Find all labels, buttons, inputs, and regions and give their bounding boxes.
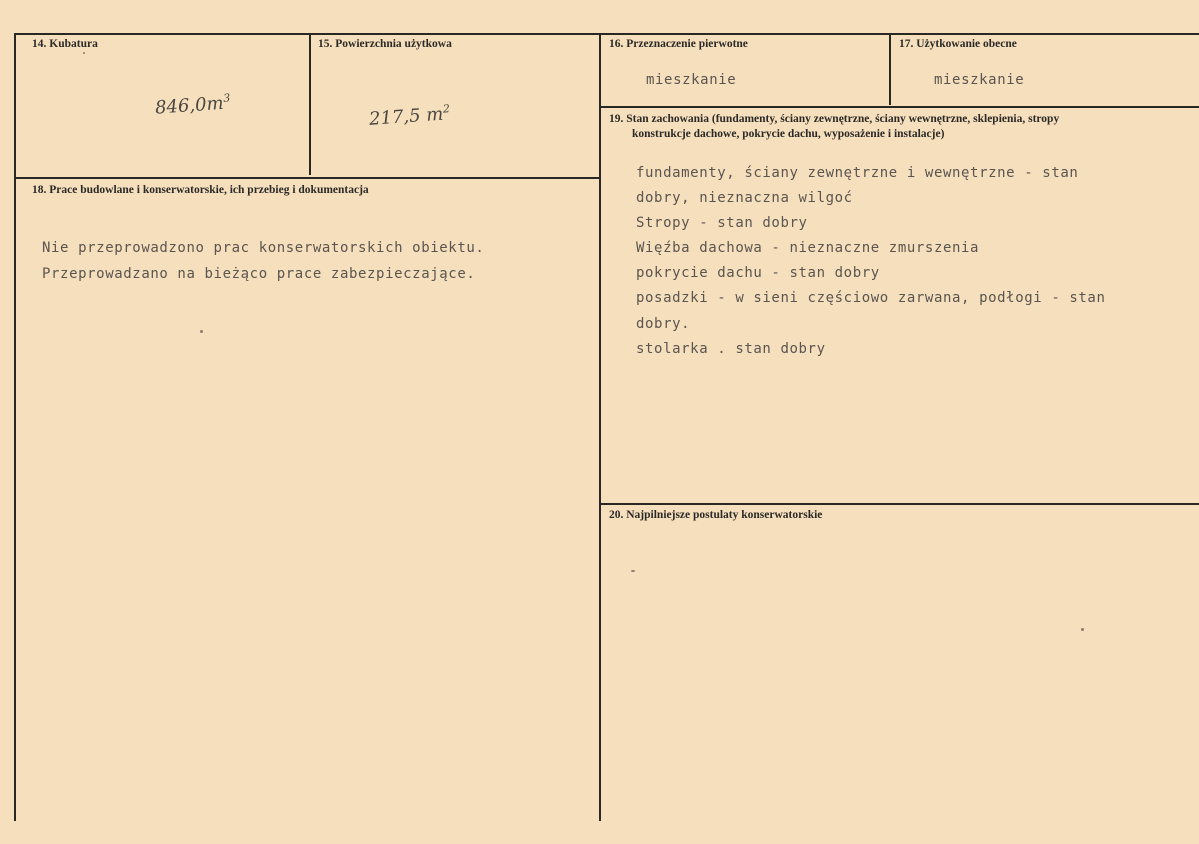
kubatura-label: 14. Kubatura bbox=[32, 38, 98, 50]
powierzchnia-unit-exponent: 2 bbox=[442, 102, 451, 116]
stan-line-7: dobry. bbox=[636, 316, 691, 332]
przeznaczenie-label: 16. Przeznaczenie pierwotne bbox=[609, 38, 748, 50]
kubatura-unit-exponent: 3 bbox=[222, 91, 231, 105]
paper-speck bbox=[200, 330, 203, 333]
prace-budowlane-label: 18. Prace budowlane i konserwatorskie, ich przebieg i dokumentacja bbox=[32, 184, 369, 196]
powierzchnia-number: 217,5 m bbox=[368, 103, 445, 130]
paper-speck bbox=[1081, 628, 1084, 631]
stan-line-2: dobry, nieznaczna wilgoć bbox=[636, 190, 853, 206]
stan-zachowania-label-line-2: konstrukcje dachowe, pokrycie dachu, wyposażenie i instalacje) bbox=[632, 128, 945, 140]
divider-19-20 bbox=[601, 503, 1199, 505]
stan-line-3: Stropy - stan dobry bbox=[636, 215, 808, 231]
powierzchnia-label: 15. Powierzchnia użytkowa bbox=[318, 38, 452, 50]
stan-line-6: posadzki - w sieni częściowo zarwana, podłogi - stan bbox=[636, 290, 1106, 306]
powierzchnia-value bbox=[368, 102, 451, 130]
paper-speck bbox=[631, 570, 635, 572]
postulaty-label: 20. Najpilniejsze postulaty konserwatorskie bbox=[609, 509, 823, 521]
stan-line-1: fundamenty, ściany zewnętrzne i wewnętrzne - stan bbox=[636, 165, 1079, 181]
kubatura-value bbox=[154, 91, 231, 118]
uzytkowanie-label: 17. Użytkowanie obecne bbox=[899, 38, 1017, 50]
kubatura-number: 846,0m bbox=[154, 92, 225, 119]
stan-zachowania-label-line-1: 19. Stan zachowania (fundamenty, ściany zewnętrzne, ściany wewnętrzne, sklepienia, stropy bbox=[609, 113, 1060, 125]
left-border bbox=[14, 33, 16, 821]
stan-line-5: pokrycie dachu - stan dobry bbox=[636, 265, 880, 281]
top-border bbox=[14, 33, 1199, 35]
stan-line-4: Więźba dachowa - nieznaczne zmurszenia bbox=[636, 240, 980, 256]
paper-speck bbox=[83, 52, 85, 54]
prace-line-1: Nie przeprowadzono prac konserwatorskich obiektu. bbox=[42, 240, 485, 256]
prace-line-2: Przeprowadzano na bieżąco prace zabezpieczające. bbox=[42, 266, 476, 282]
center-divider bbox=[599, 33, 601, 821]
stan-line-8: stolarka . stan dobry bbox=[636, 341, 826, 357]
przeznaczenie-value: mieszkanie bbox=[646, 72, 737, 88]
divider-14-15 bbox=[309, 33, 311, 175]
uzytkowanie-value: mieszkanie bbox=[934, 72, 1025, 88]
divider-row1-right bbox=[601, 106, 1199, 108]
divider-row1-left bbox=[14, 177, 599, 179]
divider-16-17 bbox=[889, 33, 891, 105]
